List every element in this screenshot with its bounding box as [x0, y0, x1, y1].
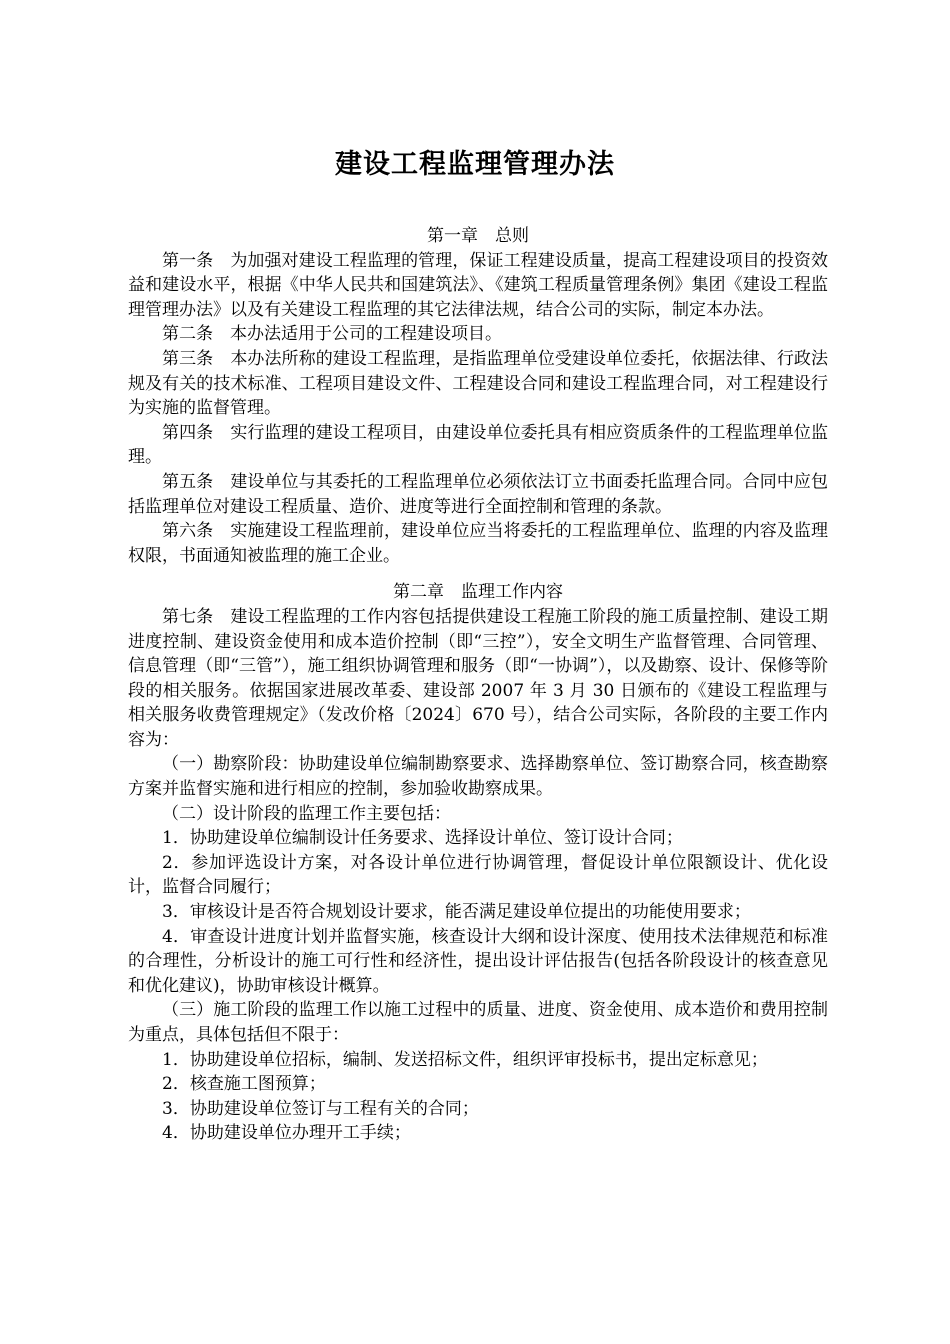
list-item: 1．协助建设单位编制设计任务要求、选择设计单位、签订设计合同； — [162, 828, 683, 849]
chapter-heading: 第二章 监理工作内容 — [393, 582, 563, 603]
article-paragraph: 第六条 实施建设工程监理前，建设单位应当将委托的工程监理单位、监理的内容及监理权限，书面通知被监理的施工企业。 — [128, 521, 828, 566]
article-paragraph: 第二条 本办法适用于公司的工程建设项目。 — [162, 324, 502, 345]
list-item: 2．参加评选设计方案，对各设计单位进行协调管理，督促设计单位限额设计、优化设计，监督合同履行； — [128, 852, 828, 898]
chapter-heading: 第一章 总则 — [427, 226, 529, 246]
article-paragraph: 第五条 建设单位与其委托的工程监理单位必须依法订立书面委托监理合同。合同中应包括监理单位对建设工程质量、造价、进度等进行全面控制和管理的条款。 — [128, 471, 828, 517]
section-paragraph: （三）施工阶段的监理工作以施工过程中的质量、进度、资金使用、成本造价和费用控制为重点，具体包括但不限于： — [128, 1000, 828, 1045]
section-paragraph: （二）设计阶段的监理工作主要包括： — [162, 803, 451, 824]
section-paragraph: （一）勘察阶段：协助建设单位编制勘察要求、选择勘察单位、签订勘察合同，核查勘察方案并监督实施和进行相应的控制，参加验收勘察成果。 — [128, 754, 828, 800]
document-title: 建设工程监理管理办法 — [335, 149, 615, 180]
list-item: 3．审核设计是否符合规划设计要求，能否满足建设单位提出的功能使用要求； — [162, 902, 751, 923]
list-item: 4．审查设计进度计划并监督实施，核查设计大纲和设计深度、使用技术法律规范和标准的合理性，分析设计的施工可行性和经济性，提出设计评估报告(包括各阶段设计的核查意见和优化建议)，协助审核设计概算。 — [128, 926, 828, 996]
document-body — [128, 224, 828, 1146]
list-item: 3．协助建设单位签订与工程有关的合同； — [162, 1098, 479, 1119]
article-paragraph: 第七条 建设工程监理的工作内容包括提供建设工程施工阶段的施工质量控制、建设工期进度控制、建设资金使用和成本造价控制（即“三控”），安全文明生产监督管理、合同管理、信息管理（即“三管”），施工组织协调管理和服务（即“一协调”），以及勘察、设计、保修等阶段的相关服务。依据国家进展改革委、建设部 2007 年 3 月 30 日颁布的《建设工程监理与相关服务收费管理规定》（发改价格〔2024〕670 号），结合公司实际，各阶段的主要工作内容为： — [128, 606, 828, 750]
list-item: 4．协助建设单位办理开工手续； — [162, 1123, 411, 1144]
list-item: 1．协助建设单位招标，编制、发送招标文件，组织评审投标书，提出定标意见； — [162, 1049, 768, 1070]
article-paragraph: 第一条 为加强对建设工程监理的管理，保证工程建设质量，提高工程建设项目的投资效益和建设水平，根据《中华人民共和国建筑法》、《建筑工程质量管理条例》集团《建设工程监理管理办法》以及有关建设工程监理的其它法律法规，结合公司的实际，制定本办法。 — [128, 250, 828, 320]
article-paragraph: 第四条 实行监理的建设工程项目，由建设单位委托具有相应资质条件的工程监理单位监理。 — [128, 422, 828, 468]
list-item: 2．核查施工图预算； — [162, 1074, 326, 1095]
article-paragraph: 第三条 本办法所称的建设工程监理，是指监理单位受建设单位委托，依据法律、行政法规及有关的技术标准、工程项目建设文件、工程建设合同和建设工程监理合同，对工程建设行为实施的监督管理。 — [128, 348, 828, 419]
